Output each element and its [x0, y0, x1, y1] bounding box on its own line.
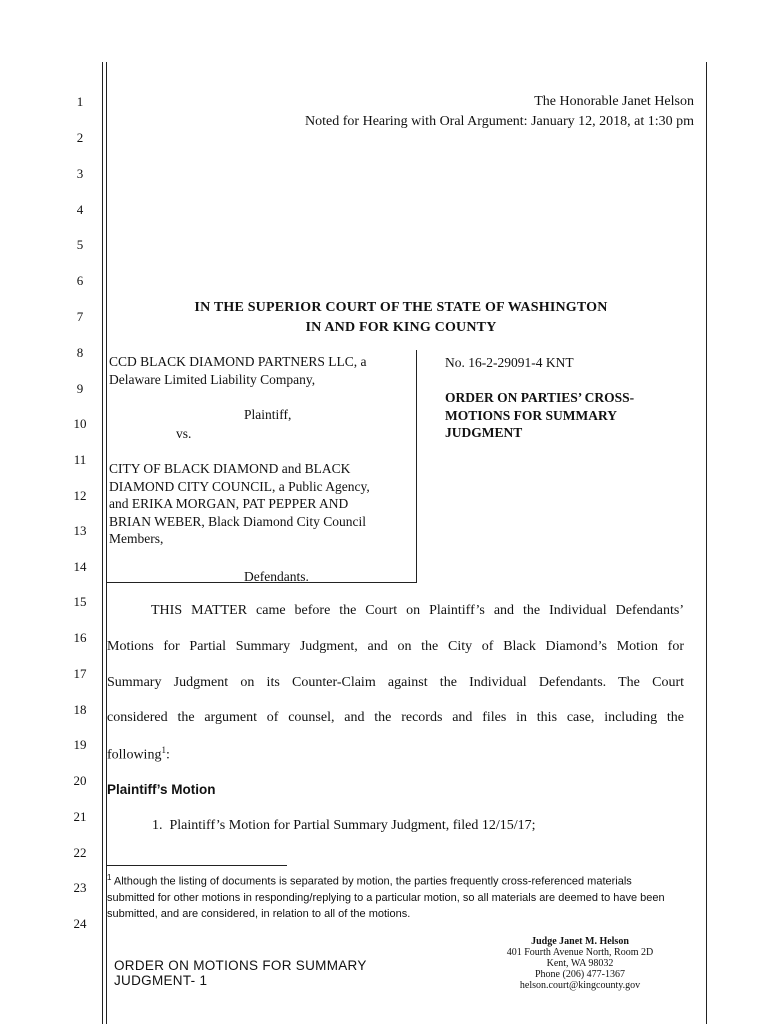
footer-phone: Phone (206) 477-1367 [535, 969, 625, 980]
title-line: MOTIONS FOR SUMMARY [445, 407, 618, 423]
footnote-separator [107, 865, 287, 866]
defendants-block [109, 460, 414, 548]
footnote-line: submitted for other motions in responding/replying to a particular motion, so all materials are deemed to have been [107, 891, 665, 904]
list-item-text: Plaintiff’s Motion for Partial Summary Judgment, filed 12/15/17; [169, 818, 536, 833]
body-text: : [165, 747, 170, 763]
footnote [107, 870, 687, 922]
line-number: 3 [76, 166, 84, 181]
line-number: 8 [76, 345, 84, 360]
footer-title-line: JUDGMENT- 1 [114, 973, 208, 988]
line-number: 11 [73, 452, 87, 467]
body-line-2: Motions for Partial Summary Judgment, and on the City of Black Diamond’s Motion for [107, 639, 684, 654]
defendants-line: BRIAN WEBER, Black Diamond City Council [109, 513, 366, 529]
line-number: 12 [73, 488, 87, 503]
line-number: 17 [73, 666, 87, 681]
judge-header [305, 92, 694, 132]
line-number: 4 [76, 202, 84, 217]
right-margin-rule [706, 62, 707, 1024]
defendants-line: CITY OF BLACK DIAMOND and BLACK [109, 461, 351, 476]
line-number: 16 [73, 630, 87, 645]
title-line: JUDGMENT [445, 425, 523, 440]
line-number: 6 [76, 273, 84, 288]
line-number: 1 [76, 94, 84, 109]
case-number: No. 16-2-29091-4 KNT [445, 355, 574, 370]
defendants-line: Members, [109, 531, 164, 546]
footer-judge-name: Judge Janet M. Helson [531, 936, 629, 947]
line-number: 18 [73, 702, 87, 717]
hearing-note: Noted for Hearing with Oral Argument: January 12, 2018, at 1:30 pm [305, 114, 694, 129]
section-heading: Plaintiff’s Motion [107, 782, 216, 797]
defendants-line: and ERIKA MORGAN, PAT PEPPER AND [109, 496, 349, 511]
plaintiff-desc: Delaware Limited Liability Company, [109, 371, 316, 387]
judge-name: The Honorable Janet Helson [534, 94, 694, 109]
court-line-2: IN AND FOR KING COUNTY [305, 320, 497, 335]
footer-title [114, 958, 367, 988]
line-number: 10 [73, 416, 87, 431]
plaintiff-name: CCD BLACK DIAMOND PARTNERS LLC, a [109, 354, 367, 369]
line-number: 14 [73, 559, 87, 574]
line-number: 13 [73, 523, 87, 538]
line-number: 21 [73, 809, 87, 824]
line-number: 22 [73, 845, 87, 860]
footnote-text: Although the listing of documents is separated by motion, the parties frequently cross-referenced materials [111, 875, 632, 888]
court-name [104, 298, 698, 338]
line-number: 5 [76, 237, 84, 252]
footer-title-line: ORDER ON MOTIONS FOR SUMMARY [114, 958, 367, 973]
list-item-number: 1. [152, 818, 163, 833]
line-number: 2 [76, 130, 84, 145]
footnote-line [107, 870, 687, 890]
defendants-label: Defendants. [244, 569, 309, 584]
plaintiff-label: Plaintiff, [244, 407, 292, 422]
line-number: 9 [76, 381, 84, 396]
footer-address: Kent, WA 98032 [546, 958, 614, 969]
footer-email[interactable]: helson.court@kingcounty.gov [519, 980, 641, 991]
body-line-1: THIS MATTER came before the Court on Plaintiff’s and the Individual Defendants’ [151, 603, 684, 618]
document-title [445, 389, 634, 442]
body-line-4: considered the argument of counsel, and the records and files in this case, including the [107, 710, 684, 725]
line-number: 23 [73, 880, 87, 895]
defendants-line: DIAMOND CITY COUNCIL, a Public Agency, [109, 478, 370, 494]
footer-address: 401 Fourth Avenue North, Room 2D [506, 947, 654, 958]
line-number: 24 [73, 916, 87, 931]
list-item [152, 818, 536, 834]
footnote-ref: 1 [161, 745, 166, 755]
line-number: 15 [73, 594, 87, 609]
plaintiff-block [109, 353, 414, 388]
footnote-line: submitted, and are considered, in relation to all of the motions. [107, 907, 411, 920]
vs-label: vs. [176, 426, 192, 441]
footnote-mark: 1 [107, 873, 112, 882]
body-text: following [107, 747, 162, 763]
judge-address-block [470, 936, 690, 991]
line-number: 7 [76, 309, 84, 324]
line-number: 19 [73, 737, 87, 752]
title-line: ORDER ON PARTIES’ CROSS- [445, 390, 635, 405]
body-line-5 [107, 745, 170, 764]
left-margin-rule-outer [102, 62, 103, 1024]
court-line-1: IN THE SUPERIOR COURT OF THE STATE OF WASHINGTON [194, 300, 608, 315]
body-line-3: Summary Judgment on its Counter-Claim against the Individual Defendants. The Court [107, 675, 684, 690]
line-number: 20 [73, 773, 87, 788]
